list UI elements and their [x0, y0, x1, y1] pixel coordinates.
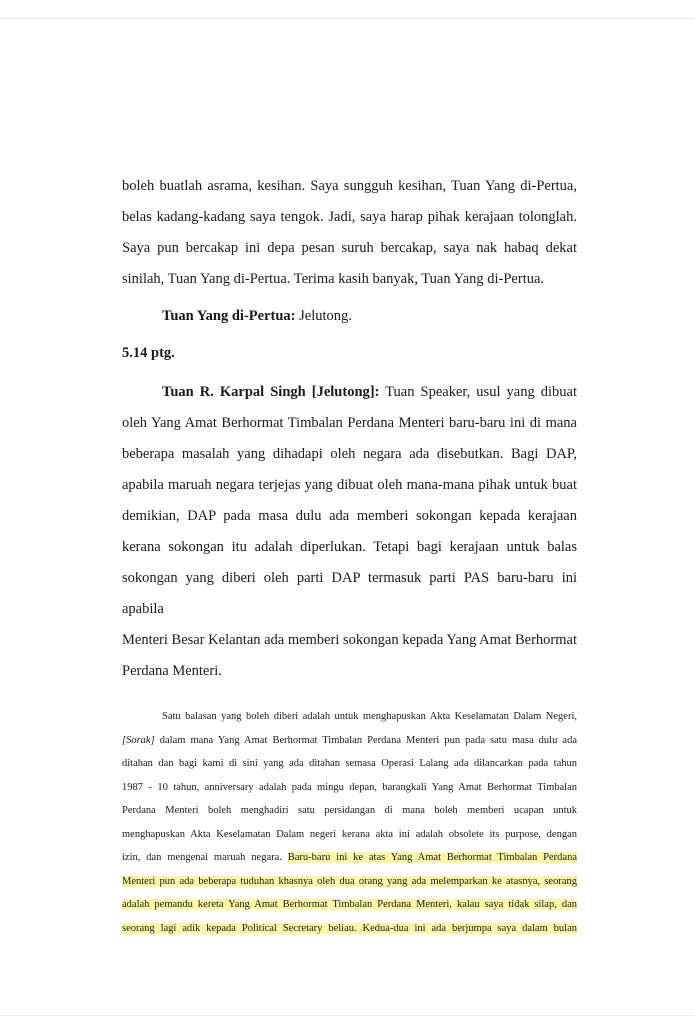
paragraph-2-line: Perdana Menteri. [122, 663, 222, 679]
paragraph-3-line [122, 893, 577, 917]
paragraph-3-line7-plain: izin, dan mengenai maruah negara. [122, 852, 288, 863]
paragraph-3-line2-rest: dalam mana Yang Amat Berhormat Timbalan Perdana Menteri pun pada satu masa dulu ada [154, 734, 577, 746]
paragraph-2-first-rest: Tuan Speaker, usul yang dibuat [379, 384, 577, 400]
paragraph-3-line: Satu balasan yang boleh diberi adalah untuk menghapuskan Akta Keselamatan Dalam Negeri, [162, 711, 577, 722]
paragraph-2-line: kerana sokongan itu adalah diperlukan. Tetapi bagi kerajaan untuk balas [122, 539, 577, 555]
chair-paragraph [122, 301, 577, 332]
paragraph-2-line: beberapa masalah yang dihadapi oleh negara ada disebutkan. Bagi DAP, [122, 446, 577, 462]
chair-text: Jelutong. [295, 308, 352, 324]
paragraph-2-line: sokongan yang diberi oleh parti DAP termasuk parti PAS baru-baru ini apabila [122, 570, 577, 617]
paragraph-1-line: boleh buatlah asrama, kesihan. Saya sungguh kesihan, Tuan Yang di-Pertua, [122, 178, 577, 194]
time-heading: 5.14 ptg. [122, 345, 175, 361]
paragraph-2-line: Menteri Besar Kelantan ada memberi sokongan kepada Yang Amat Berhormat [122, 632, 578, 648]
paragraph-2-line: oleh Yang Amat Berhormat Timbalan Perdana Menteri baru-baru ini di mana [122, 415, 577, 431]
paragraph-1-line: sinilah, Tuan Yang di-Pertua. Terima kasih banyak, Tuan Yang di-Pertua. [122, 271, 545, 287]
speaker-karpal: Tuan R. Karpal Singh [Jelutong]: [162, 384, 380, 400]
sorak-note: [Sorak] [122, 734, 155, 746]
paragraph-3-line: 1987 - 10 tahun, anniversary adalah pada mingu depan, barangkali Yang Amat Berhormat Timbalan [122, 781, 577, 793]
scan-bottom-edge [0, 1015, 695, 1016]
document-page [122, 171, 577, 940]
paragraph-1 [122, 171, 577, 295]
paragraph-1-line: belas kadang-kadang saya tengok. Jadi, saya harap pihak kerajaan tolonglah. [122, 209, 577, 225]
highlighted-text: adalah pemandu kereta Yang Amat Berhormat Timbalan Perdana Menteri, kalau saya tidak silap, dan [122, 899, 577, 910]
paragraph-3-line [122, 846, 577, 870]
paragraph-3-line: menghapuskan Akta Keselamatan Dalam negeri kerana akta ini adalah obsolete its purpose, dengan [122, 828, 577, 840]
paragraph-2 [122, 377, 577, 687]
scan-top-edge [0, 18, 695, 19]
paragraph-3 [122, 705, 577, 940]
highlighted-text: seorang lagi adik kepada Political Secretary beliau. Kedua-dua ini ada berjumpa saya dalam bulan [122, 922, 577, 934]
paragraph-3-line [122, 917, 577, 941]
highlighted-text: Menteri pun ada beberapa tuduhan khasnya oleh dua orang yang ada melemparkan ke atasnya, seorang [122, 875, 577, 887]
highlighted-text: Baru-baru ini ke atas Yang Amat Berhormat Timbalan Perdana [287, 852, 577, 863]
paragraph-3-line [122, 729, 577, 753]
paragraph-2-first-line [122, 377, 577, 408]
paragraph-3-line: ditahan dan bagi kami di sini yang ada ditahan semasa Operasi Lalang ada dilancarkan pada tahun [122, 758, 577, 769]
paragraph-2-line: apabila maruah negara terjejas yang dibuat oleh mana-mana pihak untuk buat [122, 477, 577, 493]
paragraph-3-line: Perdana Menteri boleh menghadiri satu persidangan di mana boleh memberi ucapan untuk [122, 805, 577, 816]
paragraph-1-line: Saya pun bercakap ini depa pesan suruh bercakap, saya nak habaq dekat [122, 240, 577, 256]
paragraph-2-line: demikian, DAP pada masa dulu ada memberi sokongan kepada kerajaan [122, 508, 577, 524]
paragraph-3-line [122, 870, 577, 894]
chair-speaker: Tuan Yang di-Pertua: [162, 308, 296, 324]
